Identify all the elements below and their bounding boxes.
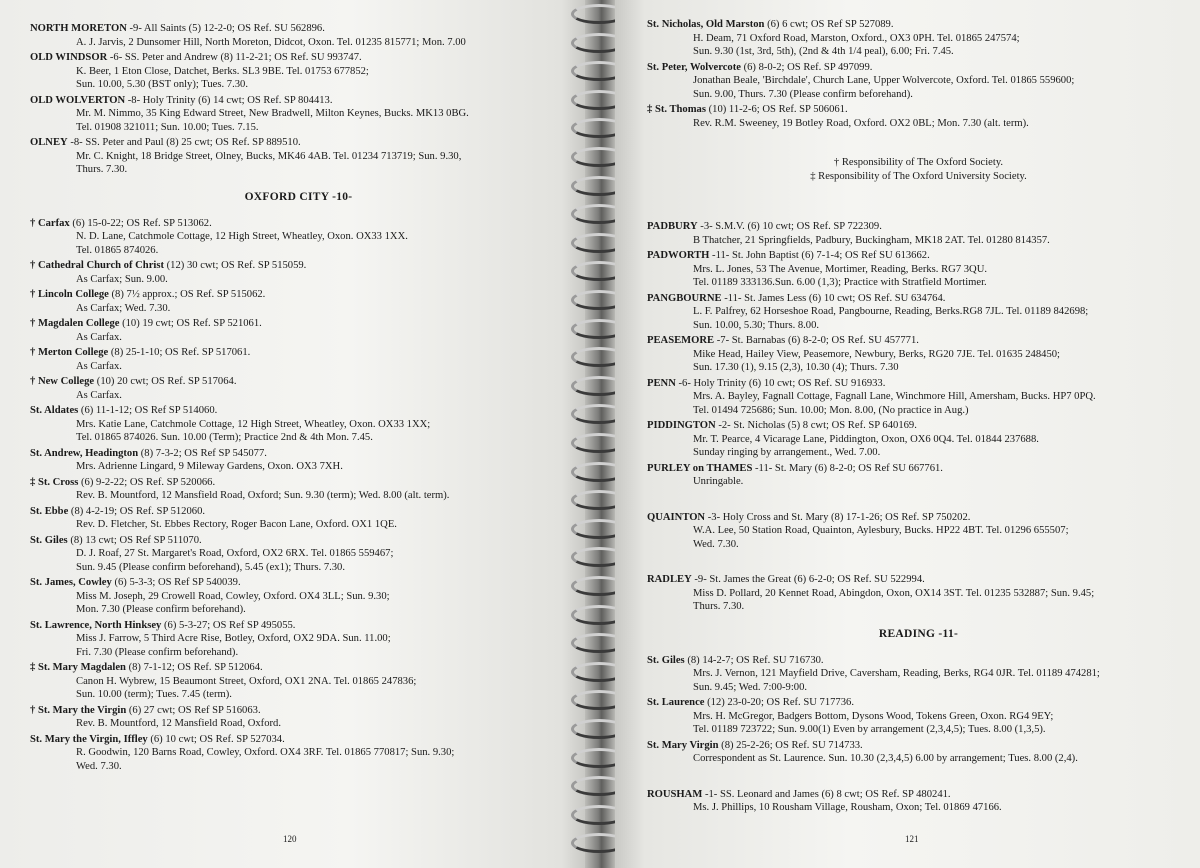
entry-contact-line: Mon. 7.30 (Please confirm beforehand). — [76, 604, 246, 615]
entry-contact-line: Tel. 01865 874026. — [76, 244, 159, 256]
tower-details: -11- St. Mary (6) 8-2-0; OS Ref SU 667761. — [752, 462, 943, 474]
tower-details: -7- St. Barnabas (6) 8-2-0; OS Ref. SU 457771. — [714, 335, 919, 346]
entry-contact-line: Rev. B. Mountford, 12 Mansfield Road, Oxford. — [76, 718, 281, 729]
entry-contact-line: Sun. 9.45; Wed. 7:00-9:00. — [693, 681, 808, 693]
entry-contact-line: Tel. 01189 723722; Sun. 9.00(1) Even by arrangement (2,3,4,5); Tues. 8.00 (1,3,5). — [693, 724, 1046, 735]
entry-rousham — [647, 788, 1190, 815]
tower-details: (10) 19 cwt; OS Ref. SP 521061. — [119, 318, 262, 329]
entry-contact-line: Mike Head, Hailey View, Peasemore, Newbury, Berks, RG20 7JE. Tel. 01635 248450; — [693, 348, 1060, 360]
entry-heading — [30, 733, 567, 747]
directory-entry — [647, 462, 1190, 489]
tower-details: (10) 11-2-6; OS Ref. SP 506061. — [705, 104, 848, 115]
directory-entry — [647, 696, 1190, 737]
entry-heading — [30, 317, 567, 331]
directory-entry — [30, 505, 567, 532]
entry-heading — [647, 462, 1190, 476]
entry-heading — [30, 576, 567, 590]
tower-name: ‡ St. Cross — [30, 476, 79, 488]
entry-contact-line: Mrs. L. Jones, 53 The Avenue, Mortimer, Reading, Berks. RG7 3QU. — [693, 263, 988, 275]
directory-entry — [647, 292, 1190, 333]
entry-contact-line: Thurs. 7.30. — [693, 601, 745, 612]
tower-name: PADWORTH — [647, 250, 710, 261]
tower-details: -9- St. James the Great (6) 6-2-0; OS Ref. SU 522994. — [691, 574, 925, 585]
entry-contact-line: R. Goodwin, 120 Barns Road, Cowley, Oxford. OX4 3RF. Tel. 01865 770817; Sun. 9.30; — [76, 747, 455, 758]
entry-contact-line: Mrs. J. Vernon, 121 Mayfield Drive, Caversham, Reading, Berks, RG4 0JR. Tel. 01189 474281; — [693, 668, 1100, 679]
tower-name: PENN — [647, 377, 676, 389]
tower-details: (8) 13 cwt; OS Ref SP 511070. — [67, 534, 202, 546]
right-top-entries — [647, 18, 1190, 130]
entry-contact-line: Sun. 10.00, 5.30 (BST only); Tues. 7.30. — [76, 79, 248, 90]
tower-name: St. Aldates — [30, 405, 79, 416]
tower-details: (6) 6 cwt; OS Ref SP 527089. — [764, 19, 894, 30]
entry-contact-line: K. Beer, 1 Eton Close, Datchet, Berks. SL3 9BE. Tel. 01753 677852; — [76, 65, 369, 77]
directory-entry — [30, 661, 567, 702]
directory-entry — [30, 288, 567, 315]
directory-entry — [30, 447, 567, 474]
entry-contact-line: Fri. 7.30 (Please confirm beforehand). — [76, 646, 239, 658]
note-university-society: ‡ Responsibility of The Oxford University Society. — [810, 171, 1027, 182]
directory-entry — [647, 61, 1190, 102]
tower-name: OLNEY — [30, 137, 68, 148]
tower-details: -1- SS. Leonard and James (6) 8 cwt; OS Ref. SP 480241. — [702, 788, 951, 800]
entry-heading — [30, 288, 567, 302]
directory-entry — [647, 377, 1190, 418]
tower-name: QUAINTON — [647, 511, 706, 523]
entry-contact-line: Ms. J. Phillips, 10 Rousham Village, Rousham, Oxon; Tel. 01869 47166. — [693, 802, 1002, 813]
directory-entry — [647, 103, 1190, 130]
entry-contact-line: D. J. Roaf, 27 St. Margaret's Road, Oxford, OX2 6RX. Tel. 01865 559467; — [76, 548, 394, 559]
entry-contact-line: Mr. C. Knight, 18 Bridge Street, Olney, Bucks, MK46 4AB. Tel. 01234 713719; Sun. 9.30, — [76, 150, 462, 162]
tower-details: (10) 20 cwt; OS Ref. SP 517064. — [94, 376, 237, 387]
entry-contact-line: B Thatcher, 21 Springfields, Padbury, Buckingham, MK18 2AT. Tel. 01280 814357. — [693, 234, 1050, 246]
directory-entry — [647, 249, 1190, 290]
entry-contact-line: W.A. Lee, 50 Station Road, Quainton, Aylesbury, Bucks. HP22 4BT. Tel. 01296 655507; — [693, 525, 1069, 536]
entry-contact-line: Correspondent as St. Laurence. Sun. 10.30 (2,3,4,5) 6.00 by arrangement; Tues. 8.00 (2,4). — [693, 753, 1078, 764]
entry-heading — [647, 573, 1190, 587]
entry-contact-line: Rev. D. Fletcher, St. Ebbes Rectory, Roger Bacon Lane, Oxford. OX1 1QE. — [76, 519, 397, 530]
directory-entry — [647, 573, 1190, 614]
entry-heading — [30, 22, 567, 36]
directory-entry — [647, 220, 1190, 247]
directory-entry — [30, 217, 567, 258]
directory-entry — [30, 534, 567, 575]
tower-name: St. Lawrence, North Hinksey — [30, 619, 162, 631]
entry-contact-line: As Carfax. — [76, 360, 122, 372]
entry-contact-line: As Carfax. — [76, 389, 122, 401]
entry-heading — [647, 292, 1190, 306]
tower-details: -11- St. John Baptist (6) 7-1-4; OS Ref SU 613662. — [709, 250, 930, 261]
entry-contact-line: Sun. 17.30 (1), 9.15 (2,3), 10.30 (4); Thurs. 7.30 — [693, 362, 899, 373]
entry-heading — [30, 136, 567, 150]
tower-details: -9- All Saints (5) 12-2-0; OS Ref. SU 562896. — [126, 23, 325, 34]
tower-details: (6) 9-2-22; OS Ref. SP 520066. — [78, 476, 216, 488]
right-page — [615, 0, 1200, 868]
entry-contact-line: Mrs. A. Bayley, Fagnall Cottage, Fagnall Lane, Winchmore Hill, Amersham, Bucks. HP7 0PQ. — [693, 391, 1096, 402]
directory-entry — [30, 576, 567, 617]
entry-heading — [30, 534, 567, 548]
tower-name: OLD WINDSOR — [30, 52, 108, 63]
tower-details: (12) 23-0-20; OS Ref. SU 717736. — [704, 697, 854, 708]
tower-name: St. Peter, Wolvercote — [647, 61, 741, 73]
tower-name: PURLEY on THAMES — [647, 462, 753, 474]
tower-name: † Lincoln College — [30, 289, 109, 300]
entry-heading — [30, 51, 567, 65]
entry-heading — [647, 696, 1190, 710]
entry-contact-line: Rev. B. Mountford, 12 Mansfield Road, Oxford; Sun. 9.30 (term); Wed. 8.00 (alt. term). — [76, 490, 450, 501]
entry-quainton — [647, 511, 1190, 552]
directory-entry — [647, 419, 1190, 460]
directory-entry — [30, 404, 567, 445]
entry-contact-line: Sun. 9.00, Thurs. 7.30 (Please confirm beforehand). — [693, 88, 913, 100]
entry-contact-line: N. D. Lane, Catchmole Cottage, 12 High Street, Wheatley, Oxon. OX33 1XX. — [76, 231, 408, 242]
entry-heading — [647, 377, 1190, 391]
left-top-entries — [30, 22, 567, 177]
entry-heading — [30, 661, 567, 675]
tower-details: (8) 14-2-7; OS Ref. SU 716730. — [684, 654, 824, 666]
entry-heading — [30, 404, 567, 418]
directory-entry — [30, 346, 567, 373]
directory-entry — [30, 733, 567, 774]
page-number-left: 120 — [283, 834, 297, 844]
society-notes — [647, 156, 1190, 184]
directory-entry — [30, 51, 567, 92]
tower-details: -3- S.M.V. (6) 10 cwt; OS Ref. SP 722309. — [697, 221, 882, 232]
directory-entry — [30, 22, 567, 49]
entry-contact-line: As Carfax; Wed. 7.30. — [76, 302, 171, 314]
directory-entry — [30, 375, 567, 402]
tower-name: † Carfax — [30, 217, 70, 229]
tower-details: (6) 27 cwt; OS Ref SP 516063. — [126, 704, 261, 716]
entry-heading — [30, 704, 567, 718]
oxford-city-heading: OXFORD CITY -10- — [244, 190, 353, 203]
reading-entries — [647, 654, 1190, 766]
tower-name: St. Giles — [647, 654, 685, 666]
tower-name: St. Mary the Virgin, Iffley — [30, 733, 148, 745]
directory-entry — [647, 511, 1190, 552]
entry-contact-line: Tel. 01908 321011; Sun. 10.00; Tues. 7.15. — [76, 121, 259, 133]
tower-name: PADBURY — [647, 221, 698, 232]
tower-details: (8) 25-1-10; OS Ref. SP 517061. — [108, 347, 251, 358]
directory-entry — [30, 136, 567, 177]
right-mid-entries — [647, 220, 1190, 489]
entry-heading — [30, 447, 567, 461]
tower-name: † St. Mary the Virgin — [30, 704, 127, 716]
entry-contact-line: Mrs. Adrienne Lingard, 9 Mileway Gardens, Oxon. OX3 7XH. — [76, 461, 343, 472]
entry-radley — [647, 573, 1190, 614]
entry-contact-line: Miss D. Pollard, 20 Kennet Road, Abingdon, Oxon, OX14 3ST. Tel. 01235 532887; Sun. 9.45; — [693, 587, 1095, 599]
tower-details: -3- Holy Cross and St. Mary (8) 17-1-26; OS Ref. SP 750202. — [705, 511, 971, 523]
tower-details: (8) 25-2-26; OS Ref. SU 714733. — [718, 739, 863, 751]
directory-entry — [30, 259, 567, 286]
directory-entry — [30, 94, 567, 135]
tower-details: (8) 7-3-2; OS Ref SP 545077. — [138, 447, 267, 459]
page-number-right: 121 — [905, 834, 919, 844]
directory-entry — [647, 788, 1190, 815]
tower-name: PANGBOURNE — [647, 292, 722, 304]
entry-contact-line: As Carfax; Sun. 9.00. — [76, 273, 168, 285]
tower-details: (8) 7½ approx.; OS Ref. SP 515062. — [108, 289, 266, 300]
directory-entry — [30, 704, 567, 731]
entry-heading — [30, 476, 567, 490]
entry-contact-line: Tel. 01189 333136.Sun. 6.00 (1,3); Practice with Stratfield Mortimer. — [693, 277, 987, 288]
directory-entry — [647, 18, 1190, 59]
entry-contact-line: Sun. 10.00, 5.30; Thurs. 8.00. — [693, 319, 820, 331]
entry-heading — [647, 511, 1190, 525]
entry-heading — [647, 654, 1190, 668]
tower-name: ROUSHAM — [647, 788, 703, 800]
tower-details: (6) 5-3-3; OS Ref SP 540039. — [111, 577, 241, 588]
entry-contact-line: Mrs. Katie Lane, Catchmole Cottage, 12 High Street, Wheatley, Oxon. OX33 1XX; — [76, 418, 431, 430]
note-oxford-society: † Responsibility of The Oxford Society. — [833, 157, 1004, 168]
entry-contact-line: Miss M. Joseph, 29 Crowell Road, Cowley, Oxford. OX4 3LL; Sun. 9.30; — [76, 590, 390, 602]
tower-details: -8- SS. Peter and Paul (8) 25 cwt; OS Ref. SP 889510. — [67, 137, 301, 148]
tower-name: PIDDINGTON — [647, 420, 716, 431]
tower-name: NORTH MORETON — [30, 23, 127, 34]
entry-heading — [30, 259, 567, 273]
entry-contact-line: Wed. 7.30. — [693, 538, 739, 550]
entry-contact-line: Sun. 10.00 (term); Tues. 7.45 (term). — [76, 689, 232, 700]
entry-contact-line: Jonathan Beale, 'Birchdale', Church Lane, Upper Wolvercote, Oxford. Tel. 01865 559600; — [693, 75, 1075, 86]
tower-details: (8) 7-1-12; OS Ref. SP 512064. — [125, 662, 263, 673]
tower-details: (6) 8-0-2; OS Ref. SP 497099. — [740, 61, 873, 73]
directory-entry — [30, 619, 567, 660]
entry-heading — [30, 217, 567, 231]
directory-entry — [30, 317, 567, 344]
tower-name: RADLEY — [647, 574, 692, 585]
entry-contact-line: Mr. T. Pearce, 4 Vicarage Lane, Piddington, Oxon, OX6 0Q4. Tel. 01844 237688. — [693, 433, 1039, 445]
entry-heading — [647, 18, 1190, 32]
tower-name: PEASEMORE — [647, 335, 715, 346]
entry-heading — [647, 419, 1190, 433]
entry-heading — [30, 505, 567, 519]
tower-name: ‡ St. Thomas — [647, 104, 706, 115]
tower-name: St. Giles — [30, 534, 68, 546]
tower-name: † New College — [30, 376, 95, 387]
directory-entry — [647, 739, 1190, 766]
entry-contact-line: H. Deam, 71 Oxford Road, Marston, Oxford., OX3 0PH. Tel. 01865 247574; — [693, 32, 1020, 44]
tower-name: † Merton College — [30, 347, 109, 358]
entry-contact-line: Tel. 01865 874026. Sun. 10.00 (Term); Practice 2nd & 4th Mon. 7.45. — [76, 432, 373, 443]
tower-name: St. Ebbe — [30, 505, 69, 517]
entry-contact-line: Thurs. 7.30. — [76, 164, 128, 175]
tower-name: St. James, Cowley — [30, 577, 112, 588]
left-page — [0, 0, 585, 868]
reading-heading: READING -11- — [878, 627, 959, 640]
entry-contact-line: Sun. 9.45 (Please confirm beforehand), 5.45 (ex1); Thurs. 7.30. — [76, 561, 346, 573]
tower-details: (6) 11-1-12; OS Ref SP 514060. — [78, 405, 218, 416]
entry-contact-line: Mr. M. Nimmo, 35 King Edward Street, New Bradwell, Milton Keynes, Bucks. MK13 0BG. — [76, 108, 469, 119]
entry-contact-line: Miss J. Farrow, 5 Third Acre Rise, Botley, Oxford, OX2 9DA. Sun. 11.00; — [76, 633, 391, 644]
oxford-city-entries — [30, 217, 567, 774]
tower-details: (6) 5-3-27; OS Ref SP 495055. — [161, 619, 296, 631]
entry-heading — [647, 788, 1190, 802]
tower-details: (12) 30 cwt; OS Ref. SP 515059. — [164, 260, 307, 271]
entry-heading — [647, 249, 1190, 263]
tower-name: † Cathedral Church of Christ — [30, 260, 164, 271]
entry-contact-line: Canon H. Wybrew, 15 Beaumont Street, Oxford, OX1 2NA. Tel. 01865 247836; — [76, 675, 417, 687]
entry-contact-line: A. J. Jarvis, 2 Dunsomer Hill, North Moreton, Didcot, Oxon. Tel. 01235 815771; Mon. 7.00 — [76, 36, 466, 48]
tower-details: -8- Holy Trinity (6) 14 cwt; OS Ref. SP 804413. — [125, 94, 333, 106]
tower-details: (8) 4-2-19; OS Ref. SP 512060. — [68, 505, 206, 517]
entry-heading — [647, 334, 1190, 348]
entry-contact-line: Unringable. — [693, 476, 744, 487]
entry-contact-line: Wed. 7.30. — [76, 760, 122, 772]
tower-name: St. Laurence — [647, 697, 705, 708]
tower-name: ‡ St. Mary Magdalen — [30, 662, 126, 673]
tower-details: (6) 10 cwt; OS Ref. SP 527034. — [147, 733, 285, 745]
directory-entry — [647, 654, 1190, 695]
entry-heading — [647, 739, 1190, 753]
tower-name: St. Nicholas, Old Marston — [647, 19, 765, 30]
directory-entry — [30, 476, 567, 503]
entry-heading — [647, 103, 1190, 117]
entry-heading — [647, 220, 1190, 234]
entry-contact-line: L. F. Palfrey, 62 Horseshoe Road, Pangbourne, Reading, Berks.RG8 7JL. Tel. 01189 842698; — [693, 306, 1089, 317]
tower-details: -2- St. Nicholas (5) 8 cwt; OS Ref. SP 640169. — [715, 420, 917, 431]
entry-contact-line: Sun. 9.30 (1st, 3rd, 5th), (2nd & 4th 1/4 peal), 6.00; Fri. 7.45. — [693, 46, 954, 57]
entry-contact-line: Tel. 01494 725686; Sun. 10.00; Mon. 8.00, (No practice in Aug.) — [693, 404, 969, 416]
tower-name: St. Mary Virgin — [647, 739, 719, 751]
entry-contact-line: Mrs. H. McGregor, Badgers Bottom, Dysons Wood, Tokens Green, Oxon. RG4 9EY; — [693, 710, 1054, 722]
tower-name: St. Andrew, Headington — [30, 447, 139, 459]
tower-name: † Magdalen College — [30, 318, 120, 329]
tower-details: -6- SS. Peter and Andrew (8) 11-2-21; OS Ref. SU 993747. — [107, 52, 362, 63]
entry-heading — [30, 375, 567, 389]
entry-contact-line: Rev. R.M. Sweeney, 19 Botley Road, Oxford. OX2 0BL; Mon. 7.30 (alt. term). — [693, 117, 1029, 129]
entry-heading — [30, 94, 567, 108]
entry-heading — [647, 61, 1190, 75]
tower-name: OLD WOLVERTON — [30, 94, 126, 106]
tower-details: -6- Holy Trinity (6) 10 cwt; OS Ref. SU 916933. — [675, 377, 886, 389]
tower-details: -11- St. James Less (6) 10 cwt; OS Ref. SU 634764. — [721, 292, 946, 304]
entry-contact-line: As Carfax. — [76, 331, 122, 343]
entry-contact-line: Sunday ringing by arrangement., Wed. 7.00. — [693, 447, 881, 458]
tower-details: (6) 15-0-22; OS Ref. SP 513062. — [69, 217, 212, 229]
directory-entry — [647, 334, 1190, 375]
entry-heading — [30, 619, 567, 633]
entry-heading — [30, 346, 567, 360]
